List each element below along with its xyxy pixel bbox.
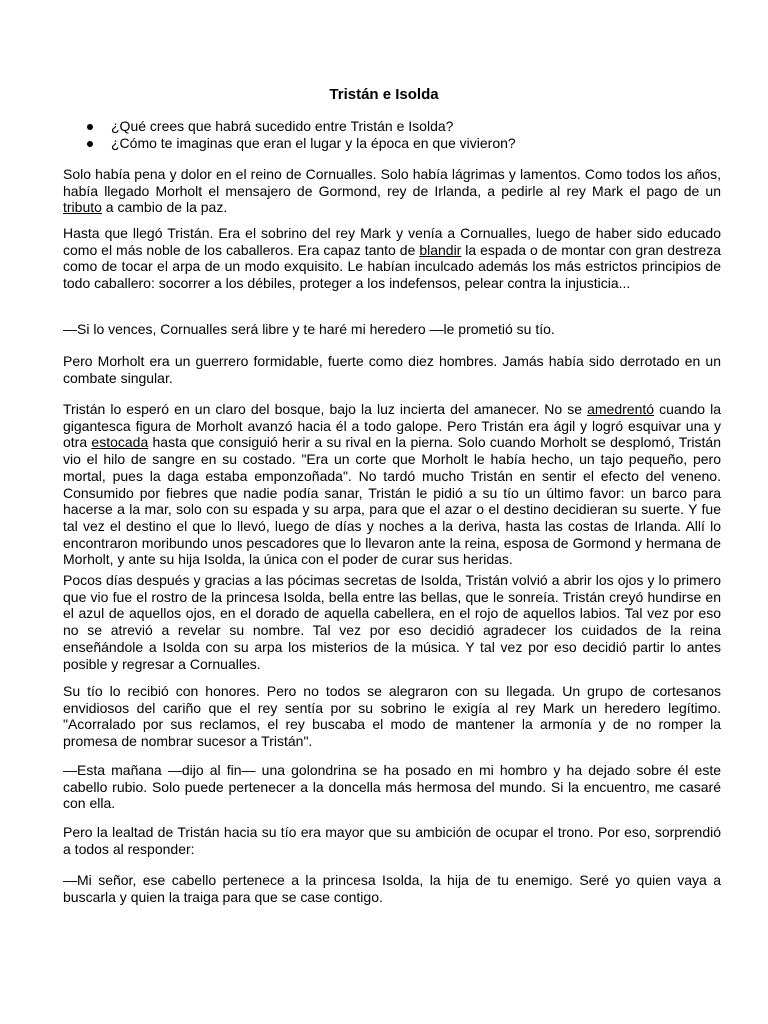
paragraph-text: la espada o de montar con gran destreza como de tocar el arpa de un modo exquisito. Le habían inculcado además los más estrictos principios de todo caballero: socorrer a los débiles, proteger a los indefensos, pelear contra la injusticia... — [63, 241, 721, 292]
paragraph-text: Solo había pena y dolor en el reino de Cornualles. Solo había lágrimas y lamentos. Como todos los años, había llegado Morholt el mensajero de Gormond, rey de Irlanda, a pedirle al rey Mark el pago de un — [63, 166, 721, 199]
paragraph-9: Pero la lealtad de Tristán hacia su tío era mayor que su ambición de ocupar el trono. Por eso, sorprendió a todos al responder: — [63, 824, 721, 857]
bullet-icon — [87, 124, 93, 130]
paragraph-text: a cambio de la paz. — [101, 199, 228, 216]
paragraph-7: Su tío lo recibió con honores. Pero no todos se alegraron con su llegada. Un grupo de cortesanos envidiosos del cariño que el rey sentía por su sobrino le exigía al rey Mark un heredero legítimo. "Acorralado por sus reclamos, el rey buscaba el modo de mantener la armonía y de no romper la promesa de nombrar sucesor a Tristán". — [63, 683, 721, 750]
question-text: ¿Cómo te imaginas que eran el lugar y la época en que vivieron? — [111, 135, 516, 151]
question-item — [84, 135, 516, 152]
glossary-link-amedrento[interactable]: amedrentó — [587, 401, 655, 417]
paragraph-3: —Si lo vences, Cornualles será libre y te haré mi heredero —le prometió su tío. — [63, 321, 555, 337]
paragraph-text: Tristán lo esperó en un claro del bosque, bajo la luz incierta del amanecer. No se — [63, 401, 588, 417]
question-text: ¿Qué crees que habrá sucedido entre Tristán e Isolda? — [111, 118, 454, 134]
question-list — [84, 118, 516, 152]
paragraph-1 — [63, 166, 721, 216]
paragraph-2 — [63, 225, 721, 292]
glossary-link-estocada[interactable]: estocada — [91, 434, 149, 451]
document-title: Tristán e Isolda — [329, 86, 439, 103]
paragraph-4: Pero Morholt era un guerrero formidable, fuerte como diez hombres. Jamás había sido derrotado en un combate singular. — [63, 353, 721, 386]
glossary-link-blandir[interactable]: blandir — [419, 241, 462, 258]
question-item — [84, 118, 516, 135]
paragraph-text: cuando la gigantesca figura de Morholt avanzó hacia él a todo galope. Pero Tristán era ágil y logró esquivar una y otra — [63, 401, 722, 451]
paragraph-5 — [63, 401, 721, 568]
bullet-icon — [87, 141, 93, 147]
paragraph-text: hasta que consiguió herir a su rival en la pierna. Solo cuando Morholt se desplomó, Tristán vio el hilo de sangre en su costado. "Era un corte que Morholt le había hecho, un tajo pequeño, pero mortal, pues la daga estaba emponzoñada". No tardó mucho Tristán en sentir el efecto del veneno. Consumido por fiebres que nadie podía sanar, Tristán le pidió a su tío un último favor: un barco para hacerse a la mar, solo con su espada y su arpa, para que el azar o el destino decidieran su suerte. Y fue tal vez el destino el que lo llevó, luego de días y noches a la deriva, hasta las costas de Irlanda. Allí lo encontraron moribundo unos pescadores que lo llevaron ante la reina, esposa de Gormond y hermana de Morholt, y ante su hija Isolda, la única con el poder de curar sus heridas. — [63, 434, 721, 568]
paragraph-6: Pocos días después y gracias a las pócimas secretas de Isolda, Tristán volvió a abrir los ojos y lo primero que vio fue el rostro de la princesa Isolda, bella entre las bellas, que le sonreía. Tristán creyó hundirse en el azul de aquellos ojos, en el dorado de aquella cabellera, en el rojo de aquellos labios. Tal vez por eso no se atrevió a revelar su nombre. Tal vez por eso decidió agradecer los cuidados de la reina enseñándole a Isolda con su arpa los misterios de la música. Y tal vez por eso decidió partir lo antes posible y regresar a Cornualles. — [63, 572, 721, 672]
glossary-link-tributo[interactable]: tributo — [63, 199, 102, 216]
paragraph-10: —Mi señor, ese cabello pertenece a la princesa Isolda, la hija de tu enemigo. Seré yo quien vaya a buscarla y quien la traiga para que se case contigo. — [63, 872, 721, 905]
paragraph-text: Hasta que llegó Tristán. Era el sobrino del rey Mark y venía a Cornualles, luego de haber sido educado como el más noble de los caballeros. Era capaz tanto de — [63, 225, 721, 258]
paragraph-8: —Esta mañana —dijo al fin— una golondrina se ha posado en mi hombro y ha dejado sobre él este cabello rubio. Solo puede pertenecer a la doncella más hermosa del mundo. Si la encuentro, me casaré con ella. — [63, 762, 721, 812]
